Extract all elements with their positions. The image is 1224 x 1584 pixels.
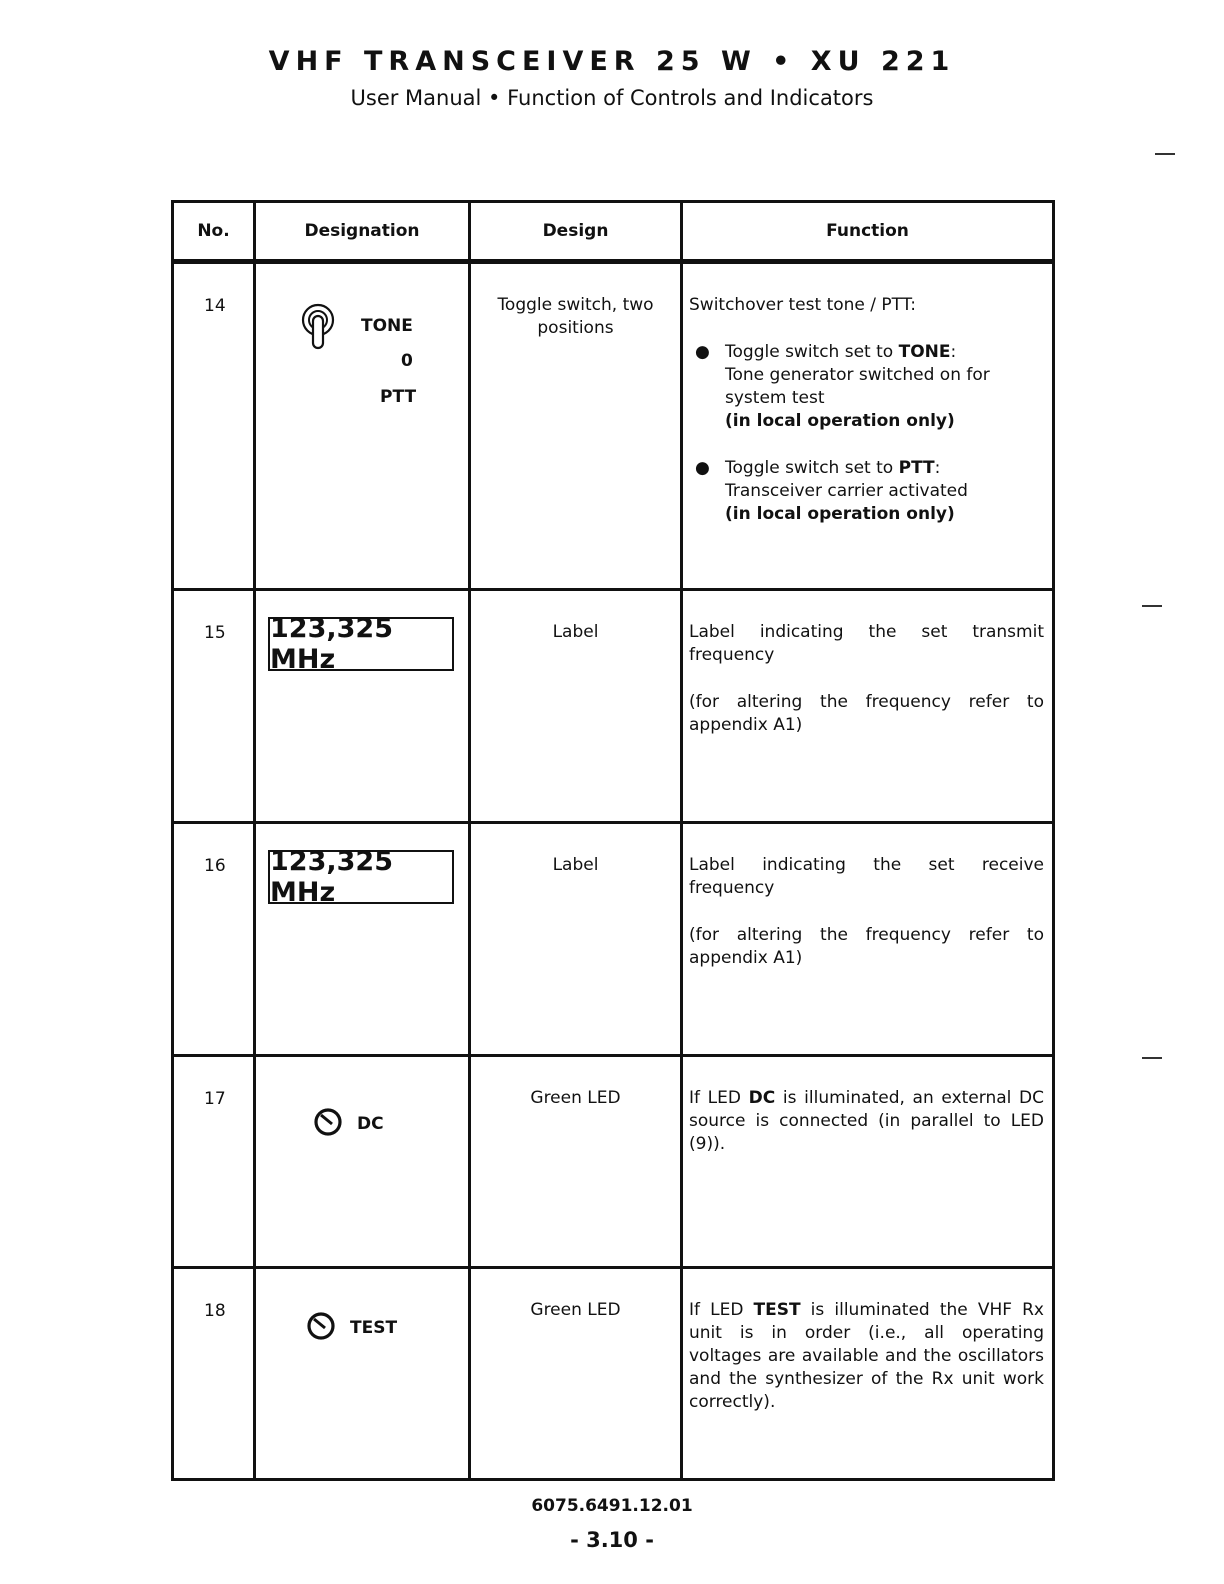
row-number: 14 xyxy=(173,262,255,590)
led-label: TEST xyxy=(350,1318,398,1338)
column-header-designation: Designation xyxy=(255,202,470,262)
function-bullet: ● Toggle switch set to PTT: Transceiver carrier activated (in local operation only) xyxy=(695,458,968,524)
design-cell: Toggle switch, two positions xyxy=(470,262,682,590)
switch-position-ptt: PTT xyxy=(380,387,417,407)
led-label: DC xyxy=(357,1114,384,1134)
margin-mark xyxy=(1155,153,1175,155)
function-cell: If LED TEST is illuminated the VHF Rx unit is in order (i.e., all operating voltages are available and the oscillators and the synthesizer of the Rx unit work correctly). xyxy=(682,1268,1054,1480)
designation-cell xyxy=(255,590,470,823)
controls-table xyxy=(171,200,1055,1481)
page-number: - 3.10 - xyxy=(570,1528,654,1552)
row-number: 17 xyxy=(173,1056,255,1268)
column-header-no: No. xyxy=(173,202,255,262)
table-header-row xyxy=(173,202,1054,262)
function-cell xyxy=(682,262,1054,590)
receive-frequency-label: 123,325 MHz xyxy=(268,850,454,904)
switch-position-tone: TONE xyxy=(361,316,413,336)
led-key-test: TEST xyxy=(753,1300,801,1320)
switch-key-ptt: PTT xyxy=(898,458,935,478)
designation-cell xyxy=(255,823,470,1056)
led-key-dc: DC xyxy=(748,1088,776,1108)
function-bullet: ● Toggle switch set to TONE: Tone generator switched on for system test (in local operation only) xyxy=(695,342,990,431)
function-cell: Label indicating the set transmit frequency (for altering the frequency refer to appendix A1) xyxy=(682,590,1054,823)
switch-key-tone: TONE xyxy=(898,342,951,362)
design-cell: Green LED xyxy=(470,1268,682,1480)
switch-position-off: 0 xyxy=(401,351,413,371)
row-number: 16 xyxy=(173,823,255,1056)
led-indicator-dc xyxy=(256,1107,468,1141)
led-icon xyxy=(306,1311,336,1345)
toggle-switch-icon xyxy=(298,302,338,356)
margin-mark xyxy=(1142,605,1162,607)
design-cell: Green LED xyxy=(470,1056,682,1268)
designation-cell xyxy=(255,1268,470,1480)
column-header-function: Function xyxy=(682,202,1054,262)
document-subtitle: User Manual • Function of Controls and Indicators xyxy=(350,86,874,110)
row-number: 18 xyxy=(173,1268,255,1480)
designation-cell xyxy=(255,262,470,590)
function-intro: Switchover test tone / PTT: xyxy=(689,295,916,315)
designation-cell xyxy=(255,1056,470,1268)
led-indicator-test xyxy=(256,1311,468,1345)
table-row xyxy=(173,1056,1054,1268)
function-cell: Label indicating the set receive frequency (for altering the frequency refer to appendix A1) xyxy=(682,823,1054,1056)
bullet-icon: ● xyxy=(695,342,710,362)
transmit-frequency-label: 123,325 MHz xyxy=(268,617,454,671)
table-row xyxy=(173,823,1054,1056)
margin-mark xyxy=(1142,1057,1162,1059)
led-icon xyxy=(313,1107,343,1141)
document-title: VHF TRANSCEIVER 25 W • XU 221 xyxy=(268,46,956,77)
function-cell: If LED DC is illuminated, an external DC source is connected (in parallel to LED (9)). xyxy=(682,1056,1054,1268)
table-row xyxy=(173,1268,1054,1480)
toggle-switch-diagram xyxy=(256,264,468,407)
row-number: 15 xyxy=(173,590,255,823)
bullet-icon: ● xyxy=(695,458,710,478)
table-row xyxy=(173,262,1054,590)
design-cell: Label xyxy=(470,590,682,823)
table-row xyxy=(173,590,1054,823)
document-number: 6075.6491.12.01 xyxy=(531,1496,693,1516)
design-cell: Label xyxy=(470,823,682,1056)
column-header-design: Design xyxy=(470,202,682,262)
